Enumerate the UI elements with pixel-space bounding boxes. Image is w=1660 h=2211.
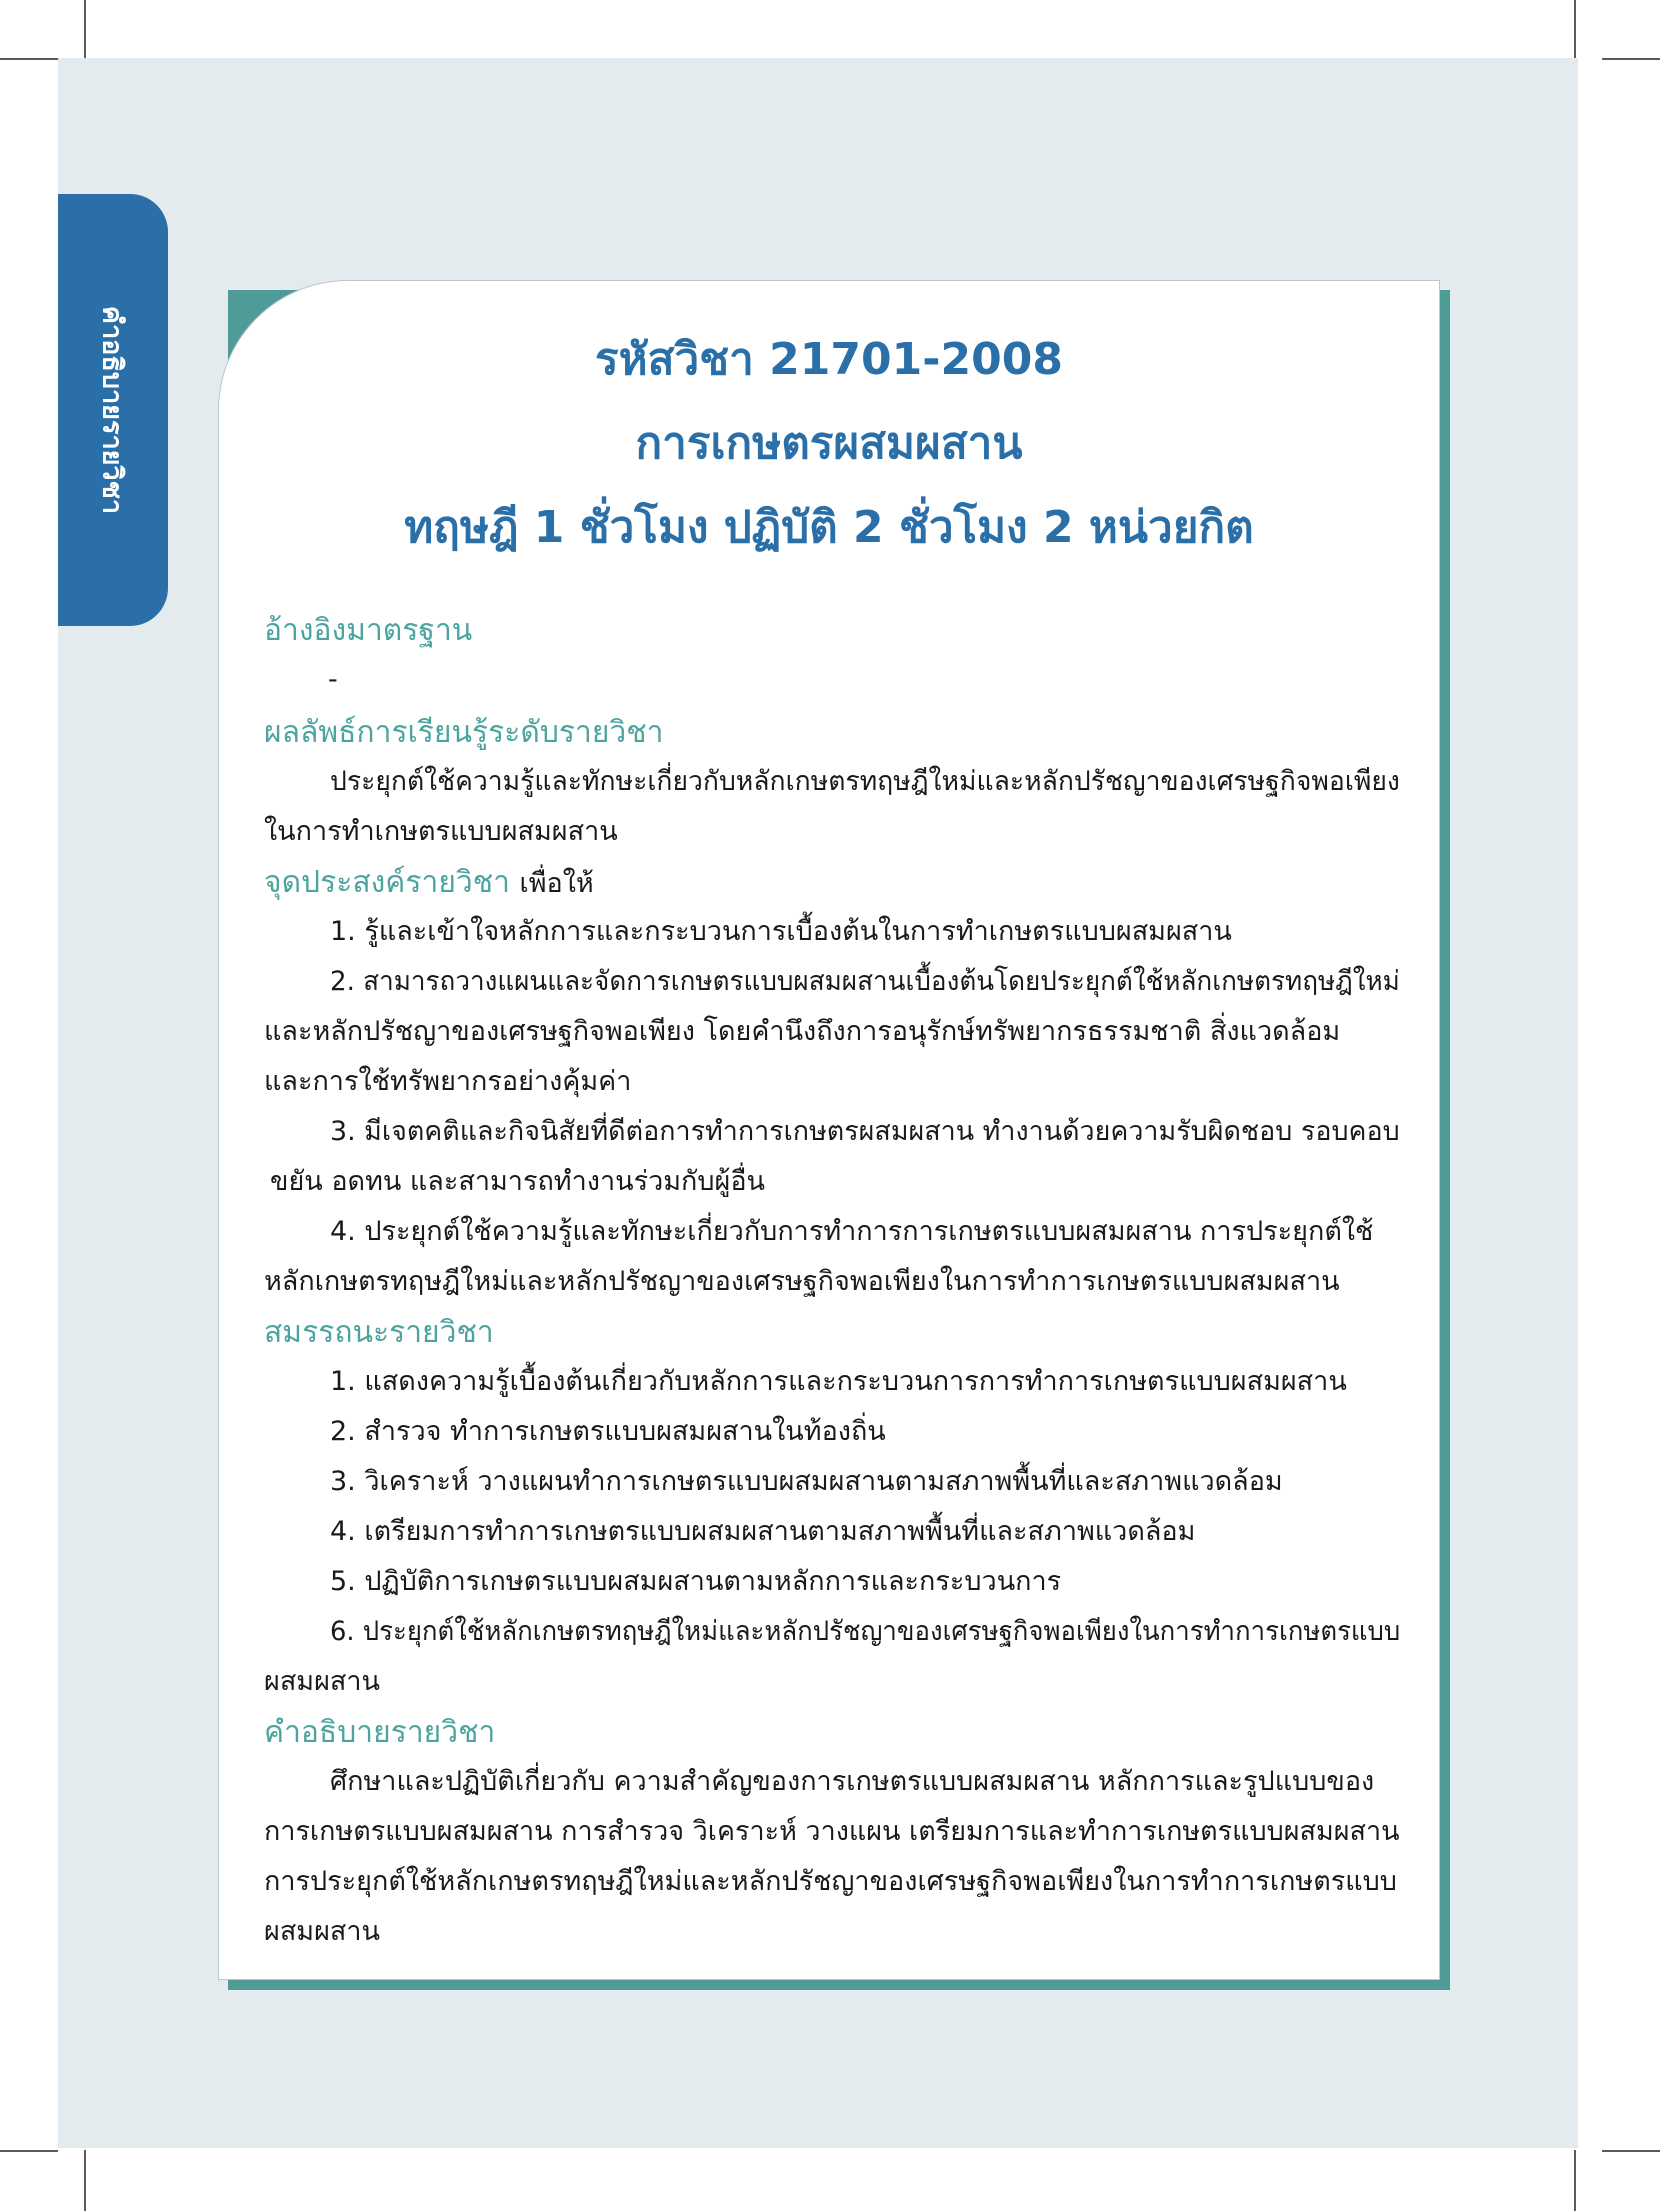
crop-mark <box>0 58 58 60</box>
objectives-line: หลักเกษตรทฤษฎีใหม่และหลักปรัชญาของเศรษฐกิจพอเพียงในการทำการเกษตรแบบผสมผสาน <box>264 1266 1340 1297</box>
objectives-line: ขยัน อดทน และสามารถทำงานร่วมกับผู้อื่น <box>270 1166 766 1197</box>
outcomes-heading: ผลลัพธ์การเรียนรู้ระดับรายวิชา <box>264 715 664 750</box>
standards-value: - <box>328 664 338 695</box>
competencies-line: 1. แสดงความรู้เบื้องต้นเกี่ยวกับหลักการและกระบวนการการทำการเกษตรแบบผสมผสาน <box>330 1366 1347 1397</box>
crop-mark <box>0 2150 58 2152</box>
crop-mark <box>1574 2150 1576 2211</box>
objectives-line: 4. ประยุกต์ใช้ความรู้และทักษะเกี่ยวกับการทำการการเกษตรแบบผสมผสาน การประยุกต์ใช้ <box>330 1216 1374 1247</box>
outcomes-line: ในการทำเกษตรแบบผสมผสาน <box>264 816 618 847</box>
competencies-line: 3. วิเคราะห์ วางแผนทำการเกษตรแบบผสมผสานตามสภาพพื้นที่และสภาพแวดล้อม <box>330 1466 1283 1497</box>
objectives-line: 2. สามารถวางแผนและจัดการเกษตรแบบผสมผสานเบื้องต้นโดยประยุกต์ใช้หลักเกษตรทฤษฎีใหม่ <box>330 966 1400 997</box>
description-line: ศึกษาและปฏิบัติเกี่ยวกับ ความสำคัญของการเกษตรแบบผสมผสาน หลักการและรูปแบบของ <box>330 1766 1375 1797</box>
description-line: ผสมผสาน <box>264 1916 381 1947</box>
objectives-heading <box>264 865 594 900</box>
course-code: รหัสวิชา 21701-2008 <box>595 334 1063 385</box>
description-line: การเกษตรแบบผสมผสาน การสำรวจ วิเคราะห์ วางแผน เตรียมการและทำการเกษตรแบบผสมผสาน <box>264 1816 1400 1847</box>
standards-heading: อ้างอิงมาตรฐาน <box>264 613 473 648</box>
outcomes-line: ประยุกต์ใช้ความรู้และทักษะเกี่ยวกับหลักเกษตรทฤษฎีใหม่และหลักปรัชญาของเศรษฐกิจพอเพียง <box>330 766 1400 797</box>
course-name: การเกษตรผสมผสาน <box>635 418 1023 469</box>
course-hours: ทฤษฎี 1 ชั่วโมง ปฏิบัติ 2 ชั่วโมง 2 หน่วยกิต <box>404 502 1254 553</box>
competencies-line: 6. ประยุกต์ใช้หลักเกษตรทฤษฎีใหม่และหลักปรัชญาของเศรษฐกิจพอเพียงในการทำการเกษตรแบบ <box>330 1616 1401 1647</box>
competencies-line: 4. เตรียมการทำการเกษตรแบบผสมผสานตามสภาพพื้นที่และสภาพแวดล้อม <box>330 1516 1196 1547</box>
objectives-line: 1. รู้และเข้าใจหลักการและกระบวนการเบื้องต้นในการทำเกษตรแบบผสมผสาน <box>330 916 1232 947</box>
objectives-line: และการใช้ทรัพยากรอย่างคุ้มค่า <box>264 1066 632 1097</box>
crop-mark <box>1574 0 1576 58</box>
objectives-heading-suffix: เพื่อให้ <box>519 868 594 899</box>
description-line: การประยุกต์ใช้หลักเกษตรทฤษฎีใหม่และหลักปรัชญาของเศรษฐกิจพอเพียงในการทำการเกษตรแบบ <box>264 1866 1397 1897</box>
objectives-line: 3. มีเจตคติและกิจนิสัยที่ดีต่อการทำการเกษตรผสมผสาน ทำงานด้วยความรับผิดชอบ รอบคอบ <box>330 1116 1400 1147</box>
competencies-line: ผสมผสาน <box>264 1666 381 1697</box>
crop-mark <box>84 0 86 58</box>
description-heading: คำอธิบายรายวิชา <box>264 1715 496 1750</box>
crop-mark <box>84 2150 86 2211</box>
objectives-heading-text: จุดประสงค์รายวิชา <box>264 865 510 900</box>
competencies-line: 5. ปฏิบัติการเกษตรแบบผสมผสานตามหลักการและกระบวนการ <box>330 1566 1062 1597</box>
competencies-heading: สมรรถนะรายวิชา <box>264 1315 494 1350</box>
side-tab-label: คำอธิบายรายวิชา <box>96 305 128 515</box>
crop-mark <box>1602 2150 1660 2152</box>
objectives-line: และหลักปรัชญาของเศรษฐกิจพอเพียง โดยคำนึงถึงการอนุรักษ์ทรัพยากรธรรมชาติ สิ่งแวดล้อม <box>264 1016 1341 1047</box>
crop-mark <box>1602 58 1660 60</box>
competencies-line: 2. สำรวจ ทำการเกษตรแบบผสมผสานในท้องถิ่น <box>330 1416 886 1447</box>
